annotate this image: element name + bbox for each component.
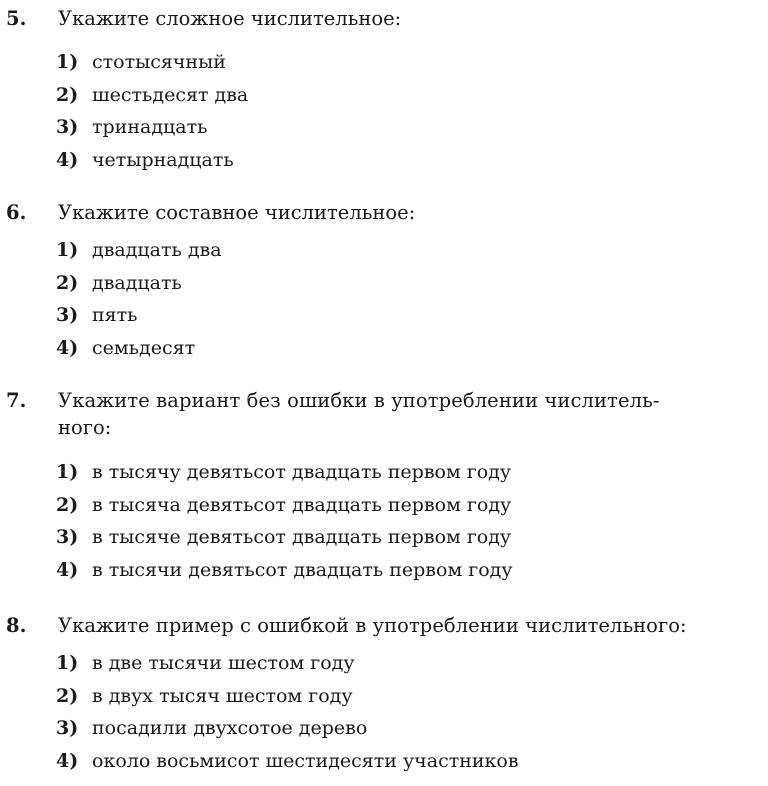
answer-option-4 [0, 144, 768, 177]
option-number: 1) [56, 652, 79, 674]
option-text: посадили двухсотое дерево [92, 717, 368, 739]
answer-option-2 [0, 267, 768, 300]
answer-option-1 [0, 234, 768, 267]
option-text: в тысячи девятьсот двадцать первом году [92, 558, 513, 581]
option-text: семьдесят [92, 336, 196, 359]
answer-option-4 [0, 554, 768, 587]
option-number: 4) [56, 749, 79, 772]
answer-options [0, 456, 768, 586]
answer-option-3 [0, 521, 768, 554]
option-number: 1) [56, 51, 79, 73]
question-number: 6. [6, 201, 27, 224]
answer-option-3 [0, 299, 768, 332]
option-number: 3) [56, 717, 79, 739]
question-header [0, 609, 768, 643]
option-number: 4) [56, 558, 79, 581]
answer-option-1 [0, 647, 768, 680]
option-text: в две тысячи шестом году [92, 652, 355, 674]
option-number: 3) [56, 526, 79, 548]
option-text: около восьмисот шестидесяти участников [92, 749, 519, 772]
question-7 [0, 384, 768, 581]
answer-option-3 [0, 712, 768, 745]
answer-option-1 [0, 46, 768, 79]
question-text-continued: ного: [58, 416, 112, 439]
option-number: 4) [56, 336, 79, 359]
option-text: в тысяче девятьсот двадцать первом году [92, 526, 512, 548]
question-number: 8. [6, 614, 27, 637]
option-number: 4) [56, 148, 79, 171]
question-header [0, 384, 768, 446]
answer-option-2 [0, 79, 768, 112]
option-number: 1) [56, 461, 79, 483]
answer-option-2 [0, 489, 768, 522]
option-text: двадцать [92, 271, 182, 294]
answer-option-4 [0, 745, 768, 778]
answer-options [0, 647, 768, 777]
option-text: в двух тысяч шестом году [92, 684, 353, 707]
answer-option-1 [0, 456, 768, 489]
option-number: 2) [56, 83, 79, 106]
option-number: 3) [56, 304, 79, 326]
answer-option-3 [0, 111, 768, 144]
option-text: двадцать два [92, 239, 222, 261]
answer-options [0, 234, 768, 364]
question-text: Укажите пример с ошибкой в употреблении числительного: [58, 614, 687, 637]
option-number: 2) [56, 271, 79, 294]
option-number: 2) [56, 493, 79, 516]
option-text: четырнадцать [92, 148, 234, 171]
question-6 [0, 196, 768, 359]
question-number: 7. [6, 389, 27, 412]
question-text: Укажите сложное числительное: [58, 7, 402, 30]
answer-option-4 [0, 332, 768, 365]
question-8 [0, 609, 768, 772]
answer-options [0, 46, 768, 176]
question-text: Укажите составное числительное: [58, 201, 416, 224]
question-header [0, 2, 768, 36]
option-text: в тысячу девятьсот двадцать первом году [92, 461, 512, 483]
option-text: тринадцать [92, 116, 208, 138]
question-header [0, 196, 768, 230]
option-text: пять [92, 304, 138, 326]
option-text: в тысяча девятьсот двадцать первом году [92, 493, 512, 516]
option-number: 1) [56, 239, 79, 261]
answer-option-2 [0, 680, 768, 713]
option-number: 3) [56, 116, 79, 138]
question-5 [0, 2, 768, 171]
option-text: стотысячный [92, 51, 226, 73]
option-text: шестьдесят два [92, 83, 249, 106]
question-number: 5. [6, 7, 27, 30]
question-text: Укажите вариант без ошибки в употреблении числитель- [58, 389, 660, 412]
option-number: 2) [56, 684, 79, 707]
